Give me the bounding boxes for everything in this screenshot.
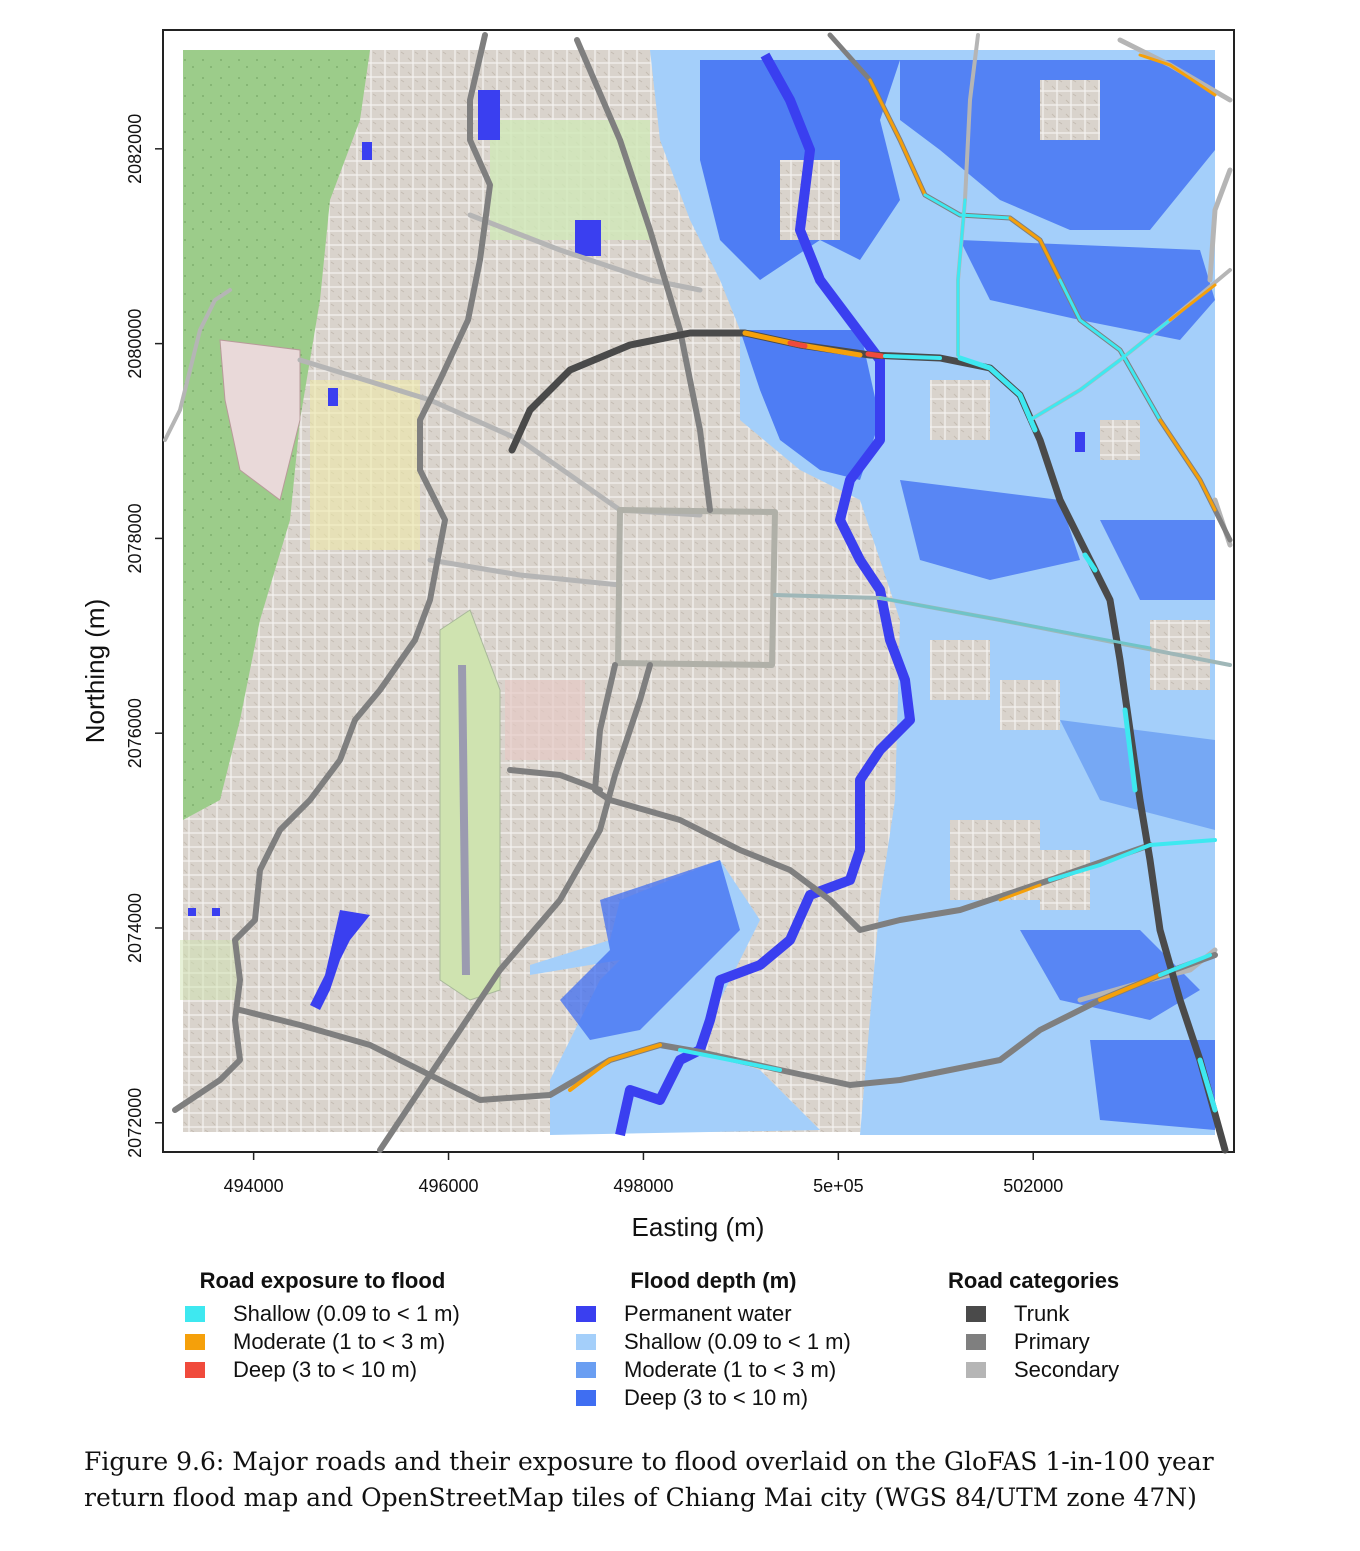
legend-label: Deep (3 to < 10 m) — [624, 1385, 809, 1410]
exposure-deep-segment — [790, 343, 805, 346]
exposure-shallow-segment — [885, 356, 940, 358]
legend-swatch — [576, 1362, 596, 1378]
x-axis — [224, 1152, 1064, 1196]
legend-label: Moderate (1 to < 3 m) — [233, 1329, 446, 1354]
legend-label: Shallow (0.09 to < 1 m) — [624, 1329, 851, 1354]
airport-runway — [462, 665, 466, 975]
x-tick-label: 494000 — [223, 1176, 284, 1196]
legend-title: Flood depth (m) — [630, 1268, 797, 1293]
legend-item — [185, 1300, 460, 1328]
legend-item — [185, 1328, 460, 1356]
legend-item — [576, 1384, 851, 1412]
y-tick-label: 2076000 — [125, 698, 145, 769]
legend-swatch — [966, 1334, 986, 1350]
legend-swatch — [966, 1362, 986, 1378]
legend-item — [948, 1328, 1119, 1356]
legend-item — [576, 1300, 851, 1328]
legend-swatch — [576, 1334, 596, 1350]
legend-item — [576, 1356, 851, 1384]
legend-swatch — [576, 1306, 596, 1322]
legend-item — [576, 1328, 851, 1356]
legend-title: Road categories — [948, 1268, 1120, 1293]
legend-road-exposure — [185, 1268, 460, 1384]
legend-label: Trunk — [1014, 1301, 1070, 1326]
y-tick-label: 2072000 — [125, 1087, 145, 1158]
legend-label: Permanent water — [624, 1301, 792, 1326]
x-tick-label: 5e+05 — [813, 1176, 864, 1196]
legend-label: Secondary — [1014, 1357, 1120, 1382]
y-tick-label: 2082000 — [125, 113, 145, 184]
legend-item — [948, 1300, 1119, 1328]
legend-swatch — [185, 1334, 205, 1350]
legend-label: Shallow (0.09 to < 1 m) — [233, 1301, 460, 1326]
legend-item — [185, 1356, 460, 1384]
y-tick-label: 2078000 — [125, 503, 145, 574]
legend-swatch — [185, 1306, 205, 1322]
y-axis-title: Northing (m) — [80, 598, 110, 744]
park-area — [490, 120, 650, 240]
x-tick-label: 498000 — [613, 1176, 674, 1196]
y-tick-label: 2080000 — [125, 308, 145, 379]
legend-swatch — [966, 1306, 986, 1322]
legend-item — [948, 1356, 1119, 1384]
y-axis — [125, 114, 163, 1158]
legend-label: Moderate (1 to < 3 m) — [624, 1357, 837, 1382]
exposure-deep-segment — [868, 354, 882, 356]
legend-road-categories — [948, 1268, 1119, 1384]
x-axis-title: Easting (m) — [631, 1212, 765, 1242]
x-tick-label: 496000 — [418, 1176, 479, 1196]
legend-swatch — [576, 1390, 596, 1406]
legend-swatch — [185, 1362, 205, 1378]
legend-title: Road exposure to flood — [199, 1268, 446, 1293]
figure-caption: Figure 9.6: Major roads and their exposure to flood overlaid on the GloFAS 1-in-100 year return flood map and OpenStreetMap tiles of Chiang Mai city (WGS 84/UTM zone 47N) — [84, 1447, 1214, 1512]
airport-area — [440, 610, 500, 1000]
x-tick-label: 502000 — [1003, 1176, 1064, 1196]
legend-label: Deep (3 to < 10 m) — [233, 1357, 418, 1382]
y-tick-label: 2074000 — [125, 892, 145, 964]
legend-label: Primary — [1014, 1329, 1090, 1354]
water-pond — [478, 90, 500, 140]
legend-flood-depth — [576, 1268, 851, 1412]
